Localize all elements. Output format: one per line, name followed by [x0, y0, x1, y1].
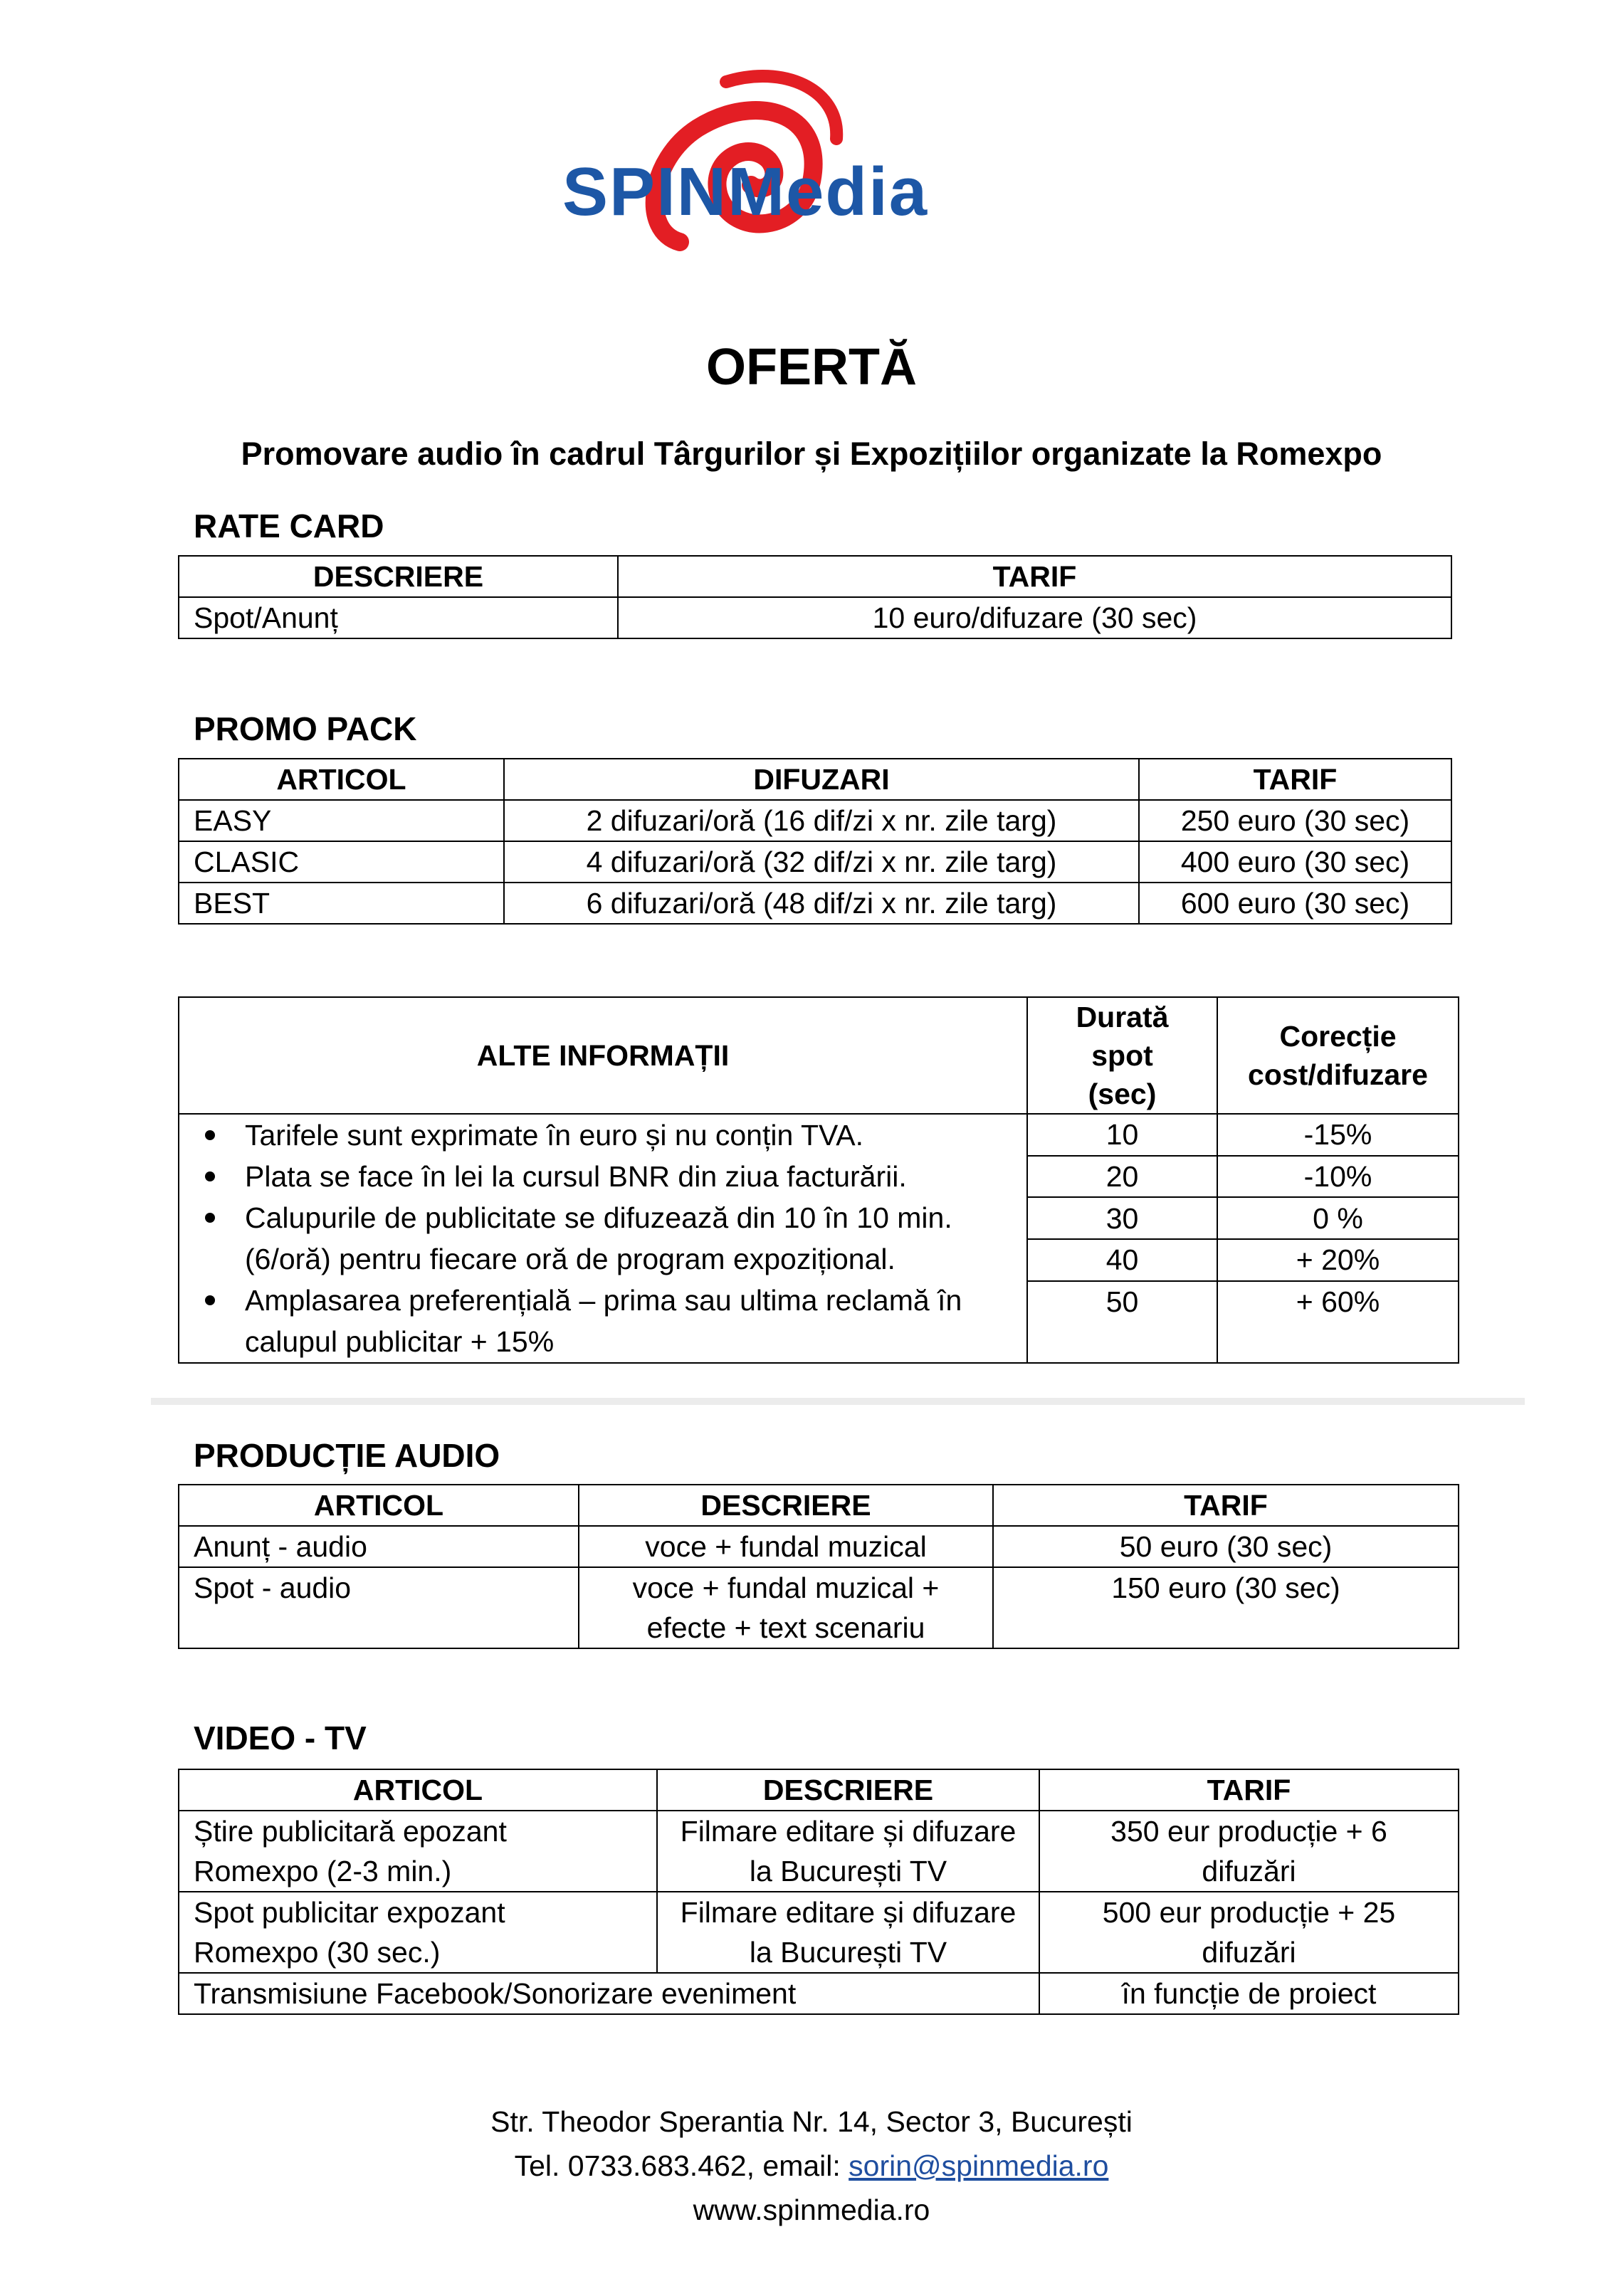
column-header: DESCRIERE	[579, 1485, 993, 1526]
table-cell: BEST	[179, 883, 504, 924]
column-header: DESCRIERE	[179, 556, 618, 597]
table-header-row	[179, 1485, 1459, 1526]
column-header: ALTE INFORMAȚII	[179, 997, 1027, 1114]
table-row	[179, 1973, 1459, 2014]
promo-pack-table	[178, 758, 1452, 925]
table-cell: Știre publicitară epozant Romexpo (2-3 min.)	[179, 1811, 657, 1892]
table-cell: EASY	[179, 800, 504, 841]
page-subtitle: Promovare audio în cadrul Târgurilor și Expozițiilor organizate la Romexpo	[241, 436, 1382, 472]
table-cell: 350 eur producție + 6 difuzări	[1039, 1811, 1459, 1892]
rate-card-heading: RATE CARD	[194, 507, 384, 544]
table-cell: 4 difuzari/oră (32 dif/zi x nr. zile targ)	[504, 841, 1139, 883]
table-cell: 2 difuzari/oră (16 dif/zi x nr. zile targ)	[504, 800, 1139, 841]
table-cell: -10%	[1217, 1156, 1459, 1198]
table-cell: voce + fundal muzical + efecte + text scenariu	[579, 1567, 993, 1648]
column-header: ARTICOL	[179, 1485, 579, 1526]
table-cell: în funcție de proiect	[1039, 1973, 1459, 2014]
logo-wordmark	[562, 153, 928, 231]
header-line: (sec)	[1088, 1078, 1157, 1110]
column-header: TARIF	[618, 556, 1451, 597]
table-cell: 600 euro (30 sec)	[1139, 883, 1451, 924]
table-cell: 400 euro (30 sec)	[1139, 841, 1451, 883]
table-cell: 40	[1027, 1239, 1217, 1281]
list-item: Plata se face în lei la cursul BNR din ziua facturării.	[245, 1156, 1012, 1197]
column-header: ARTICOL	[179, 759, 504, 800]
table-cell: 500 eur producție + 25 difuzări	[1039, 1892, 1459, 1973]
section-divider	[151, 1398, 1525, 1405]
table-cell: 10	[1027, 1114, 1217, 1156]
table-cell: voce + fundal muzical	[579, 1526, 993, 1567]
table-cell: Transmisiune Facebook/Sonorizare eveniment	[179, 1973, 1039, 2014]
table-row	[179, 1567, 1459, 1648]
table-cell: 6 difuzari/oră (48 dif/zi x nr. zile targ)	[504, 883, 1139, 924]
table-row	[179, 841, 1451, 883]
table-cell: 20	[1027, 1156, 1217, 1198]
video-tv-heading: VIDEO - TV	[194, 1720, 367, 1757]
table-row	[179, 1892, 1459, 1973]
table-row	[179, 1114, 1459, 1156]
table-row	[179, 1811, 1459, 1892]
footer-address: Str. Theodor Sperantia Nr. 14, Sector 3, București	[490, 2105, 1133, 2138]
table-cell: -15%	[1217, 1114, 1459, 1156]
table-cell: 10 euro/difuzare (30 sec)	[618, 597, 1451, 638]
table-header-row	[179, 759, 1451, 800]
table-row	[179, 1526, 1459, 1567]
footer-email-link[interactable]: sorin@spinmedia.ro	[849, 2149, 1109, 2182]
table-cell: 250 euro (30 sec)	[1139, 800, 1451, 841]
table-cell: 50	[1027, 1281, 1217, 1363]
table-cell: 30	[1027, 1197, 1217, 1239]
table-cell: Spot - audio	[179, 1567, 579, 1648]
table-row	[179, 597, 1451, 638]
list-item: Calupurile de publicitate se difuzează din 10 în 10 min. (6/oră) pentru fiecare oră de program expozițional.	[245, 1197, 1012, 1280]
list-item: Amplasarea preferențială – prima sau ultima reclamă în calupul publicitar + 15%	[245, 1280, 1012, 1362]
table-cell: Filmare editare și difuzare la București TV	[657, 1811, 1039, 1892]
logo-text-media: Media	[728, 154, 929, 230]
table-cell: Filmare editare și difuzare la București TV	[657, 1892, 1039, 1973]
logo-text-spin: SPIN	[562, 154, 728, 230]
column-header: TARIF	[993, 1485, 1459, 1526]
table-cell: 0 %	[1217, 1197, 1459, 1239]
table-cell: Anunț - audio	[179, 1526, 579, 1567]
column-header: ARTICOL	[179, 1769, 657, 1811]
alte-informatii-table	[178, 996, 1459, 1364]
footer-phone: Tel. 0733.683.462, email:	[514, 2149, 849, 2182]
header-line: Durată spot	[1076, 1001, 1169, 1072]
table-header-row	[179, 997, 1459, 1114]
table-cell: CLASIC	[179, 841, 504, 883]
column-header: DIFUZARI	[504, 759, 1139, 800]
info-bullets-cell	[179, 1114, 1027, 1363]
header-line: cost/difuzare	[1248, 1058, 1428, 1091]
column-header-corectie	[1217, 997, 1459, 1114]
column-header-durata	[1027, 997, 1217, 1114]
rate-card-table	[178, 555, 1452, 639]
table-row	[179, 883, 1451, 924]
column-header: TARIF	[1139, 759, 1451, 800]
table-cell: + 60%	[1217, 1281, 1459, 1363]
info-bullet-list	[194, 1115, 1012, 1362]
table-header-row	[179, 1769, 1459, 1811]
table-row	[179, 800, 1451, 841]
spinmedia-logo	[555, 60, 1068, 260]
productie-audio-heading: PRODUCȚIE AUDIO	[194, 1437, 500, 1474]
page-title: OFERTĂ	[706, 339, 917, 396]
column-header: TARIF	[1039, 1769, 1459, 1811]
table-cell: + 20%	[1217, 1239, 1459, 1281]
list-item: Tarifele sunt exprimate în euro și nu conțin TVA.	[245, 1115, 1012, 1156]
table-cell: Spot publicitar expozant Romexpo (30 sec.)	[179, 1892, 657, 1973]
promo-pack-heading: PROMO PACK	[194, 710, 417, 747]
video-tv-table	[178, 1769, 1459, 2015]
footer-website[interactable]: www.spinmedia.ro	[693, 2194, 930, 2226]
table-header-row	[179, 556, 1451, 597]
table-cell: 150 euro (30 sec)	[993, 1567, 1459, 1648]
table-cell: 50 euro (30 sec)	[993, 1526, 1459, 1567]
header-line: Corecție	[1279, 1020, 1397, 1053]
productie-audio-table	[178, 1484, 1459, 1649]
footer-contact	[0, 2149, 1623, 2183]
table-cell: Spot/Anunț	[179, 597, 618, 638]
column-header: DESCRIERE	[657, 1769, 1039, 1811]
